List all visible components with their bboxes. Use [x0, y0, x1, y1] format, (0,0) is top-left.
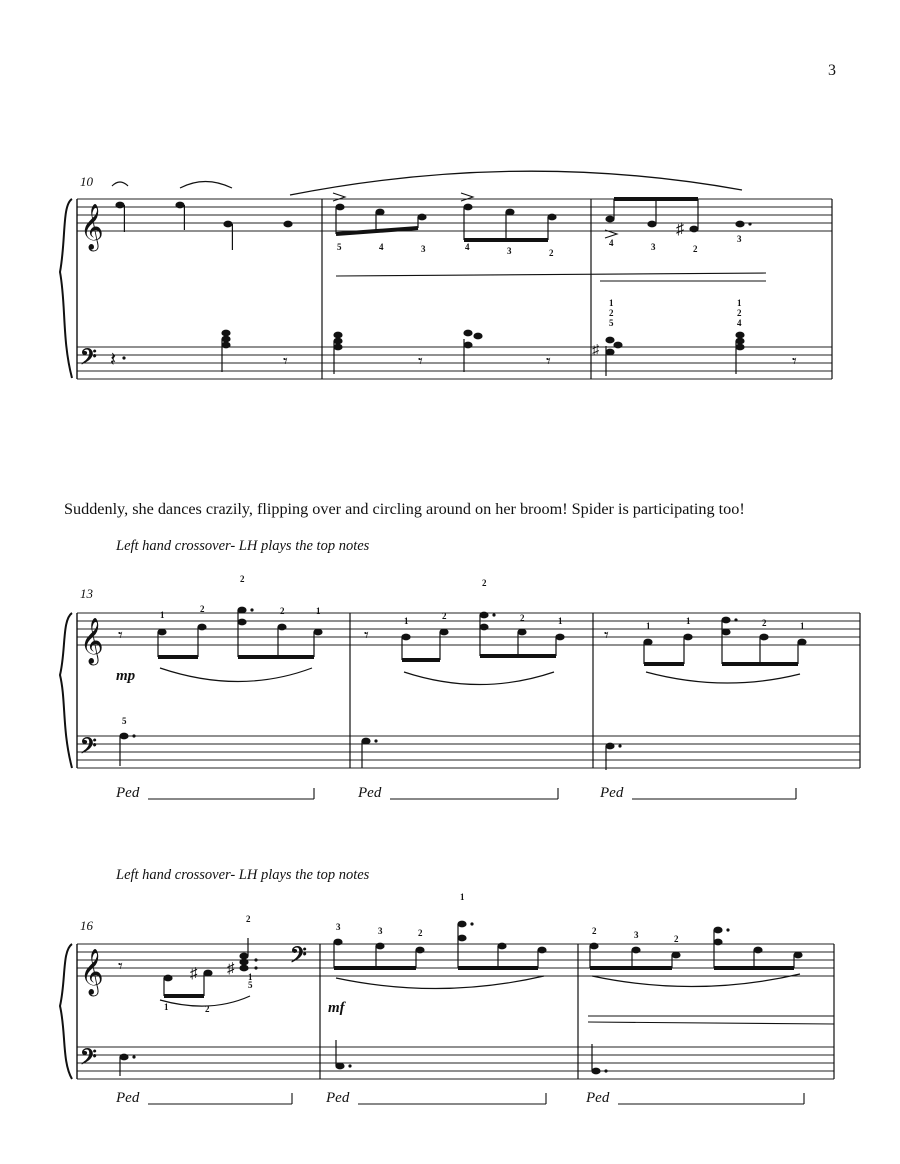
- svg-text:4: 4: [609, 238, 614, 248]
- svg-text:5: 5: [337, 242, 342, 252]
- svg-text:3: 3: [336, 922, 341, 932]
- narration-text: Suddenly, she dances crazily, flipping over and circling around on her broom! Spider is participating too!: [64, 500, 745, 518]
- svg-text:2: 2: [482, 578, 487, 588]
- bass-notes: [119, 733, 621, 770]
- measure-number: 16: [80, 918, 93, 933]
- svg-text:2: 2: [280, 606, 285, 616]
- system-3: [60, 892, 834, 1106]
- svg-text:2: 2: [520, 613, 525, 623]
- svg-text:2: 2: [693, 244, 698, 254]
- note: [505, 209, 514, 216]
- treble-clef-icon: 𝄞: [80, 204, 104, 249]
- eighth-rest-icon: 𝄾: [418, 351, 423, 371]
- svg-text:2: 2: [549, 248, 554, 258]
- note: [283, 221, 292, 228]
- bass-clef-icon: 𝄢: [80, 1045, 97, 1074]
- pedal-mark: Ped: [116, 785, 140, 801]
- svg-text:4: 4: [465, 242, 470, 252]
- bass-clef-icon: 𝄢: [80, 734, 97, 763]
- eighth-rest-icon: 𝄾: [604, 625, 609, 645]
- grand-staff-brace: [60, 199, 72, 378]
- staff-guide-line: [336, 273, 766, 276]
- pedal-mark: Ped: [586, 1090, 610, 1106]
- eighth-rest-icon: 𝄾: [792, 351, 797, 371]
- eighth-rest-icon: 𝄾: [283, 351, 288, 371]
- svg-text:1: 1: [686, 616, 691, 626]
- dynamic-mark: mp: [116, 668, 136, 684]
- svg-text:1: 1: [558, 616, 563, 626]
- page-number: 3: [828, 62, 836, 79]
- note: [335, 204, 344, 211]
- slur: [160, 668, 312, 682]
- svg-text:1: 1: [609, 298, 614, 308]
- slur: [180, 182, 232, 189]
- treble-notes: [118, 921, 834, 1024]
- grand-staff-brace: [60, 944, 72, 1079]
- svg-text:1: 1: [800, 621, 805, 631]
- bass-notes: [110, 330, 797, 376]
- sharp-icon: ♯: [190, 966, 198, 982]
- svg-text:2: 2: [609, 308, 614, 318]
- svg-text:1: 1: [404, 616, 409, 626]
- svg-text:3: 3: [507, 246, 512, 256]
- svg-text:4: 4: [737, 318, 742, 328]
- accent: [461, 193, 473, 201]
- note: [223, 221, 232, 228]
- svg-text:1: 1: [248, 972, 253, 982]
- pedal-mark: Ped: [326, 1090, 350, 1106]
- note: [463, 204, 472, 211]
- eighth-rest-icon: 𝄾: [118, 956, 123, 976]
- bass-clef-change-icon: 𝄢: [290, 943, 307, 972]
- svg-text:1: 1: [164, 1002, 169, 1012]
- svg-text:1: 1: [737, 298, 742, 308]
- note: [417, 214, 426, 221]
- svg-text:2: 2: [418, 928, 423, 938]
- svg-text:2: 2: [205, 1004, 210, 1014]
- crossover-instruction-1: Left hand crossover- LH plays the top notes: [116, 538, 370, 554]
- bass-staff: [77, 1047, 834, 1079]
- svg-text:1: 1: [646, 621, 651, 631]
- eighth-rest-icon: 𝄾: [118, 625, 123, 645]
- note: [375, 209, 384, 216]
- quarter-rest-icon: 𝄽: [110, 349, 117, 371]
- crossover-instruction-2: Left hand crossover- LH plays the top notes: [116, 867, 370, 883]
- note: [605, 216, 614, 223]
- sharp-icon: ♯: [227, 961, 235, 977]
- treble-clef-icon: 𝄞: [80, 618, 104, 663]
- treble-staff: [77, 199, 832, 231]
- eighth-rest-icon: 𝄾: [364, 625, 369, 645]
- bass-staff: [77, 347, 832, 379]
- system-2: [60, 574, 860, 801]
- eighth-rest-icon: 𝄾: [546, 351, 551, 371]
- bass-clef-icon: 𝄢: [80, 345, 97, 374]
- pedal-mark: Ped: [600, 785, 624, 801]
- treble-fingerings: [160, 574, 805, 631]
- treble-clef-icon: 𝄞: [80, 949, 104, 994]
- measure-number: 10: [80, 174, 93, 189]
- dot: [122, 356, 125, 359]
- pedal-markings: [115, 1090, 804, 1106]
- pedal-markings: [115, 785, 796, 801]
- note: [175, 202, 184, 209]
- dot: [748, 222, 751, 225]
- svg-text:2: 2: [246, 914, 251, 924]
- svg-text:3: 3: [651, 242, 656, 252]
- dynamic-mark: mf: [328, 1000, 345, 1016]
- svg-text:2: 2: [592, 926, 597, 936]
- pedal-mark: Ped: [358, 785, 382, 801]
- slur: [404, 672, 554, 685]
- slur: [336, 976, 544, 989]
- note: [115, 202, 124, 209]
- svg-text:2: 2: [674, 934, 679, 944]
- svg-text:1: 1: [316, 606, 321, 616]
- accent: [333, 193, 345, 201]
- grand-staff-brace: [60, 613, 72, 768]
- svg-text:3: 3: [634, 930, 639, 940]
- staff-guide-line: [588, 1022, 834, 1024]
- treble-notes: [118, 607, 807, 685]
- bass-staff: [77, 736, 860, 768]
- svg-text:5: 5: [248, 980, 253, 990]
- measure-number: 13: [80, 586, 93, 601]
- svg-text:1: 1: [460, 892, 465, 902]
- svg-text:3: 3: [737, 234, 742, 244]
- svg-text:2: 2: [737, 308, 742, 318]
- svg-text:4: 4: [379, 242, 384, 252]
- pedal-mark: Ped: [116, 1090, 140, 1106]
- svg-text:5: 5: [609, 318, 614, 328]
- svg-text:2: 2: [442, 611, 447, 621]
- treble-notes: [112, 171, 766, 281]
- bass-fingerings: [609, 298, 742, 328]
- svg-text:1: 1: [160, 610, 165, 620]
- tie: [112, 182, 128, 186]
- bass-fingering: 5: [122, 716, 127, 726]
- svg-text:2: 2: [200, 604, 205, 614]
- note: [689, 226, 698, 233]
- sharp-icon: ♯: [676, 221, 684, 238]
- slur: [646, 672, 800, 683]
- svg-text:2: 2: [240, 574, 245, 584]
- svg-text:2: 2: [762, 618, 767, 628]
- phrase-slur: [290, 171, 742, 195]
- svg-text:3: 3: [378, 926, 383, 936]
- system-1: [60, 171, 832, 379]
- note: [547, 214, 556, 221]
- treble-staff: [77, 613, 860, 645]
- note: [647, 221, 656, 228]
- sharp-icon: ♯: [592, 343, 599, 358]
- svg-text:3: 3: [421, 244, 426, 254]
- note: [735, 221, 744, 228]
